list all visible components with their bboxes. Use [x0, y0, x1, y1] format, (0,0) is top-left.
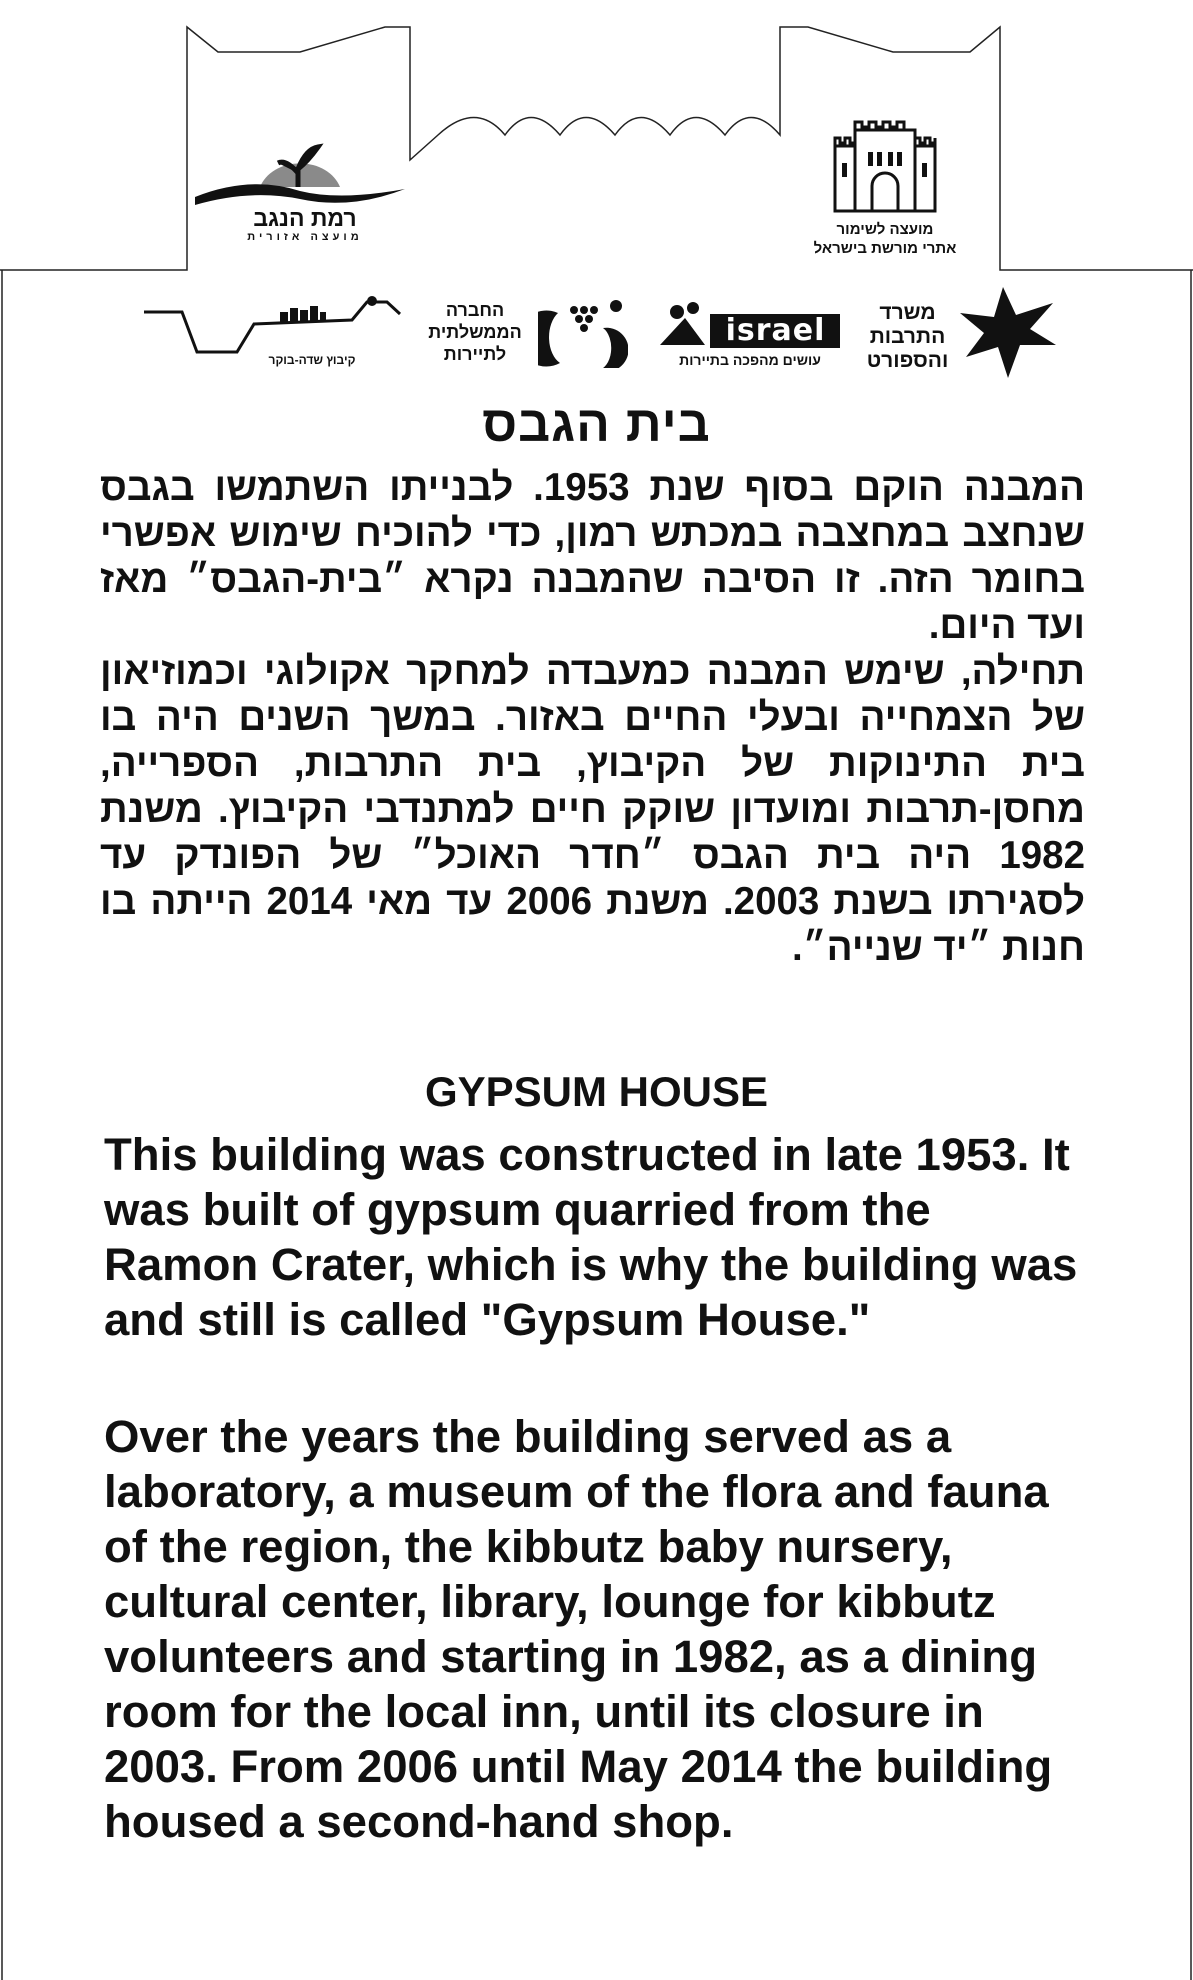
gov-tourism-line1: החברה: [445, 300, 505, 320]
gov-tourism-line3: לתיירות: [443, 344, 507, 364]
english-paragraph-1: This building was constructed in late 1953. It was built of gypsum quarried from the Ramon Crater, which is why the building was and still is called "Gypsum House.": [104, 1129, 1078, 1345]
english-title: GYPSUM HOUSE: [424, 1068, 769, 1115]
ministry-line2: התרבות: [869, 325, 946, 348]
israel-wordmark: israel: [725, 313, 826, 348]
hebrew-paragraph-2: תחילה, שימש המבנה כמעבדה למחקר אקולוגי וכמוזיאון של הצמחייה ובעלי החיים באזור. במשך השנים היה בו בית התינוקות של הקיבוץ, בית התרבות, הספרייה, מחסן-תרבות ומועדון שוקק חיים למתנדבי הקיבוץ. משנת 1982 היה בית הגבס ״חדר האוכל״ של הפונדק עד לסגירתו בשנת 2003. משנת 2006 עד מאי 2014 הייתה בו חנות ״יד שנייה״.: [100, 650, 1085, 969]
kibbutz-name: קיבוץ שדה-בוקר: [268, 353, 356, 367]
grapes-icon: [538, 298, 628, 368]
castle-icon: [830, 118, 940, 218]
ramat-hanegev-subtitle: מועצה אזורית: [247, 231, 363, 243]
ministry-culture-sport-logo: [860, 285, 1060, 380]
israel-tourism-slogan: עושים מהפכה בתיירות: [679, 352, 821, 368]
ramat-hanegev-emblem-icon: [190, 135, 410, 210]
gov-tourism-line2: הממשלתית: [428, 322, 522, 342]
gov-tourism-company-logo: [420, 298, 630, 373]
ministry-line1: משרד: [879, 301, 936, 324]
hebrew-title: בית הגבס: [482, 396, 711, 452]
heritage-council-line1: מועצה לשימור: [836, 221, 934, 238]
hebrew-body: [100, 465, 1085, 971]
crater-landscape-icon: [142, 292, 402, 362]
ramat-hanegev-name: רמת הנגב: [253, 205, 357, 231]
heritage-council-logo: [795, 118, 975, 263]
kibbutz-sde-boker-logo: [142, 292, 402, 374]
israel-tourism-logo: [655, 300, 845, 372]
star-icon: [958, 285, 1058, 380]
ministry-line3: והספורט: [866, 349, 949, 372]
heritage-council-line2: אתרי מורשת בישראל: [813, 240, 957, 257]
hebrew-paragraph-1: המבנה הוקם בסוף שנת 1953. לבנייתו השתמשו בגבס שנחצב במחצבה במכתש רמון, כדי להוכיח שימוש אפשרי בחומר הזה. זו הסיבה שהמבנה נקרא ״בית-הגבס״ מאז ועד היום.: [100, 466, 1085, 647]
ramat-hanegev-logo: [190, 135, 410, 245]
english-paragraph-2: Over the years the building served as a laboratory, a museum of the flora and fauna of the region, the kibbutz baby nursery, cultural center, library, lounge for kibbutz volunteers and starting in 1982, as a dining room for the local inn, until its closure in 2003. From 2006 until May 2014 the building housed a second-hand shop.: [104, 1411, 1053, 1847]
